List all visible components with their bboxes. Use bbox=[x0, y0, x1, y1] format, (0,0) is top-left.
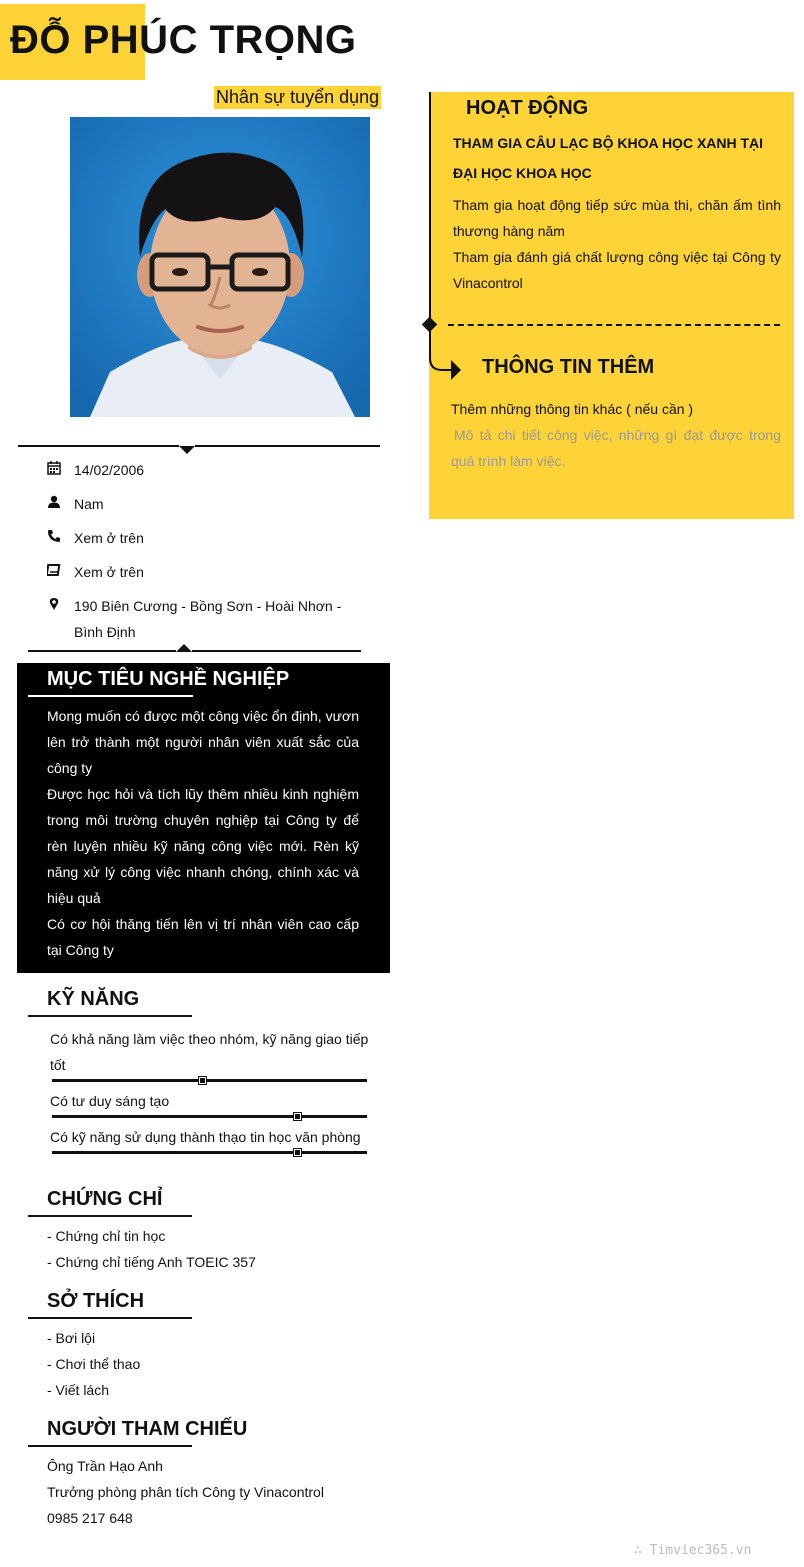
certificates-title-underline bbox=[28, 1215, 192, 1217]
person-icon bbox=[47, 495, 63, 511]
references-title-underline bbox=[28, 1445, 192, 1447]
phone-icon bbox=[47, 529, 63, 545]
info-address: 190 Biên Cương - Bồng Sơn - Hoài Nhơn - Bình Định bbox=[74, 598, 342, 640]
hobby-item: - Bơi lội bbox=[47, 1330, 96, 1346]
reference-item: Trưởng phòng phân tích Công ty Vinacontrol bbox=[47, 1484, 324, 1500]
certificate-item: - Chứng chỉ tin học bbox=[47, 1228, 166, 1244]
activity-organization: THAM GIA CÂU LẠC BỘ KHOA HỌC XANH TẠI ĐẠI HỌC KHOA HỌC bbox=[453, 135, 764, 181]
info-birthdate: 14/02/2006 bbox=[74, 462, 145, 478]
skill-bar bbox=[52, 1151, 367, 1154]
objective-title-underline bbox=[28, 695, 193, 697]
info-email: Xem ở trên bbox=[74, 564, 144, 580]
activities-title: HOẠT ĐỘNG bbox=[466, 97, 589, 119]
skill-label: Có tư duy sáng tạo bbox=[50, 1093, 170, 1109]
skill-bar bbox=[52, 1115, 367, 1118]
profile-photo bbox=[70, 117, 370, 417]
divider-top bbox=[18, 445, 380, 447]
objective-paragraph: Có cơ hội thăng tiến lên vị trí nhân viên cao cấp tại Công ty bbox=[47, 916, 359, 958]
objective-paragraph: Mong muốn có được một công việc ổn định, vươn lên trở thành một người nhân viên xuất sắc của công ty bbox=[47, 708, 359, 776]
activity-item: Tham gia đánh giá chất lượng công việc tại Công ty Vinacontrol bbox=[453, 249, 781, 291]
objective-text bbox=[47, 703, 359, 963]
skill-level-marker bbox=[293, 1148, 302, 1157]
calendar-icon bbox=[47, 461, 63, 477]
skill-bar bbox=[52, 1079, 367, 1082]
reference-item: 0985 217 648 bbox=[47, 1510, 133, 1526]
skill-level-marker bbox=[293, 1112, 302, 1121]
watermark: ∴ Timviec365.vn bbox=[634, 1543, 752, 1558]
extra-info-subtitle: Thêm những thông tin khác ( nếu cần ) bbox=[451, 401, 694, 417]
skills-title-underline bbox=[28, 1015, 192, 1017]
hobby-item: - Chơi thể thao bbox=[47, 1356, 141, 1372]
hobbies-title: SỞ THÍCH bbox=[47, 1290, 145, 1312]
objective-paragraph: Được học hỏi và tích lũy thêm nhiều kinh nghiệm trong môi trường chuyên nghiệp tại Công ty để rèn luyện nhiều kỹ năng công việc mới. Rèn kỹ năng xử lý công việc nhanh chóng, chính xác và hiệu quả bbox=[47, 786, 359, 906]
email-icon bbox=[47, 563, 63, 579]
hobbies-title-underline bbox=[28, 1317, 192, 1319]
job-title: Nhân sự tuyển dụng bbox=[216, 87, 380, 107]
skills-title: KỸ NĂNG bbox=[47, 988, 140, 1010]
extra-info-placeholder: Mô tả chi tiết công việc, những gì đạt được trong quá trình làm việc. bbox=[451, 427, 781, 469]
skill-label: Có khả năng làm việc theo nhóm, kỹ năng giao tiếp tốt bbox=[50, 1031, 369, 1073]
divider-bottom bbox=[28, 650, 361, 652]
divider-arrow-up bbox=[176, 644, 192, 652]
divider-arrow-down bbox=[179, 446, 195, 454]
timeline-line bbox=[429, 92, 431, 325]
extra-info-title: THÔNG TIN THÊM bbox=[482, 356, 655, 378]
candidate-name: ĐỖ PHÚC TRỌNG bbox=[10, 18, 357, 62]
info-gender: Nam bbox=[74, 496, 104, 512]
reference-item: Ông Trần Hạo Anh bbox=[47, 1458, 163, 1474]
dashed-separator bbox=[448, 324, 780, 326]
activity-item: Tham gia hoạt động tiếp sức mùa thi, chăn ấm tình thương hàng năm bbox=[453, 197, 781, 239]
references-title: NGƯỜI THAM CHIẾU bbox=[47, 1418, 248, 1440]
skill-level-marker bbox=[198, 1076, 207, 1085]
timeline-arrow-icon bbox=[429, 326, 463, 389]
info-phone: Xem ở trên bbox=[74, 530, 144, 546]
certificates-title: CHỨNG CHỈ bbox=[47, 1188, 163, 1210]
skill-label: Có kỹ năng sử dụng thành thạo tin học văn phòng bbox=[50, 1129, 361, 1145]
map-pin-icon bbox=[47, 597, 63, 613]
objective-title: MỤC TIÊU NGHỀ NGHIỆP bbox=[47, 668, 290, 690]
hobby-item: - Viết lách bbox=[47, 1382, 109, 1398]
certificate-item: - Chứng chỉ tiếng Anh TOEIC 357 bbox=[47, 1254, 256, 1270]
